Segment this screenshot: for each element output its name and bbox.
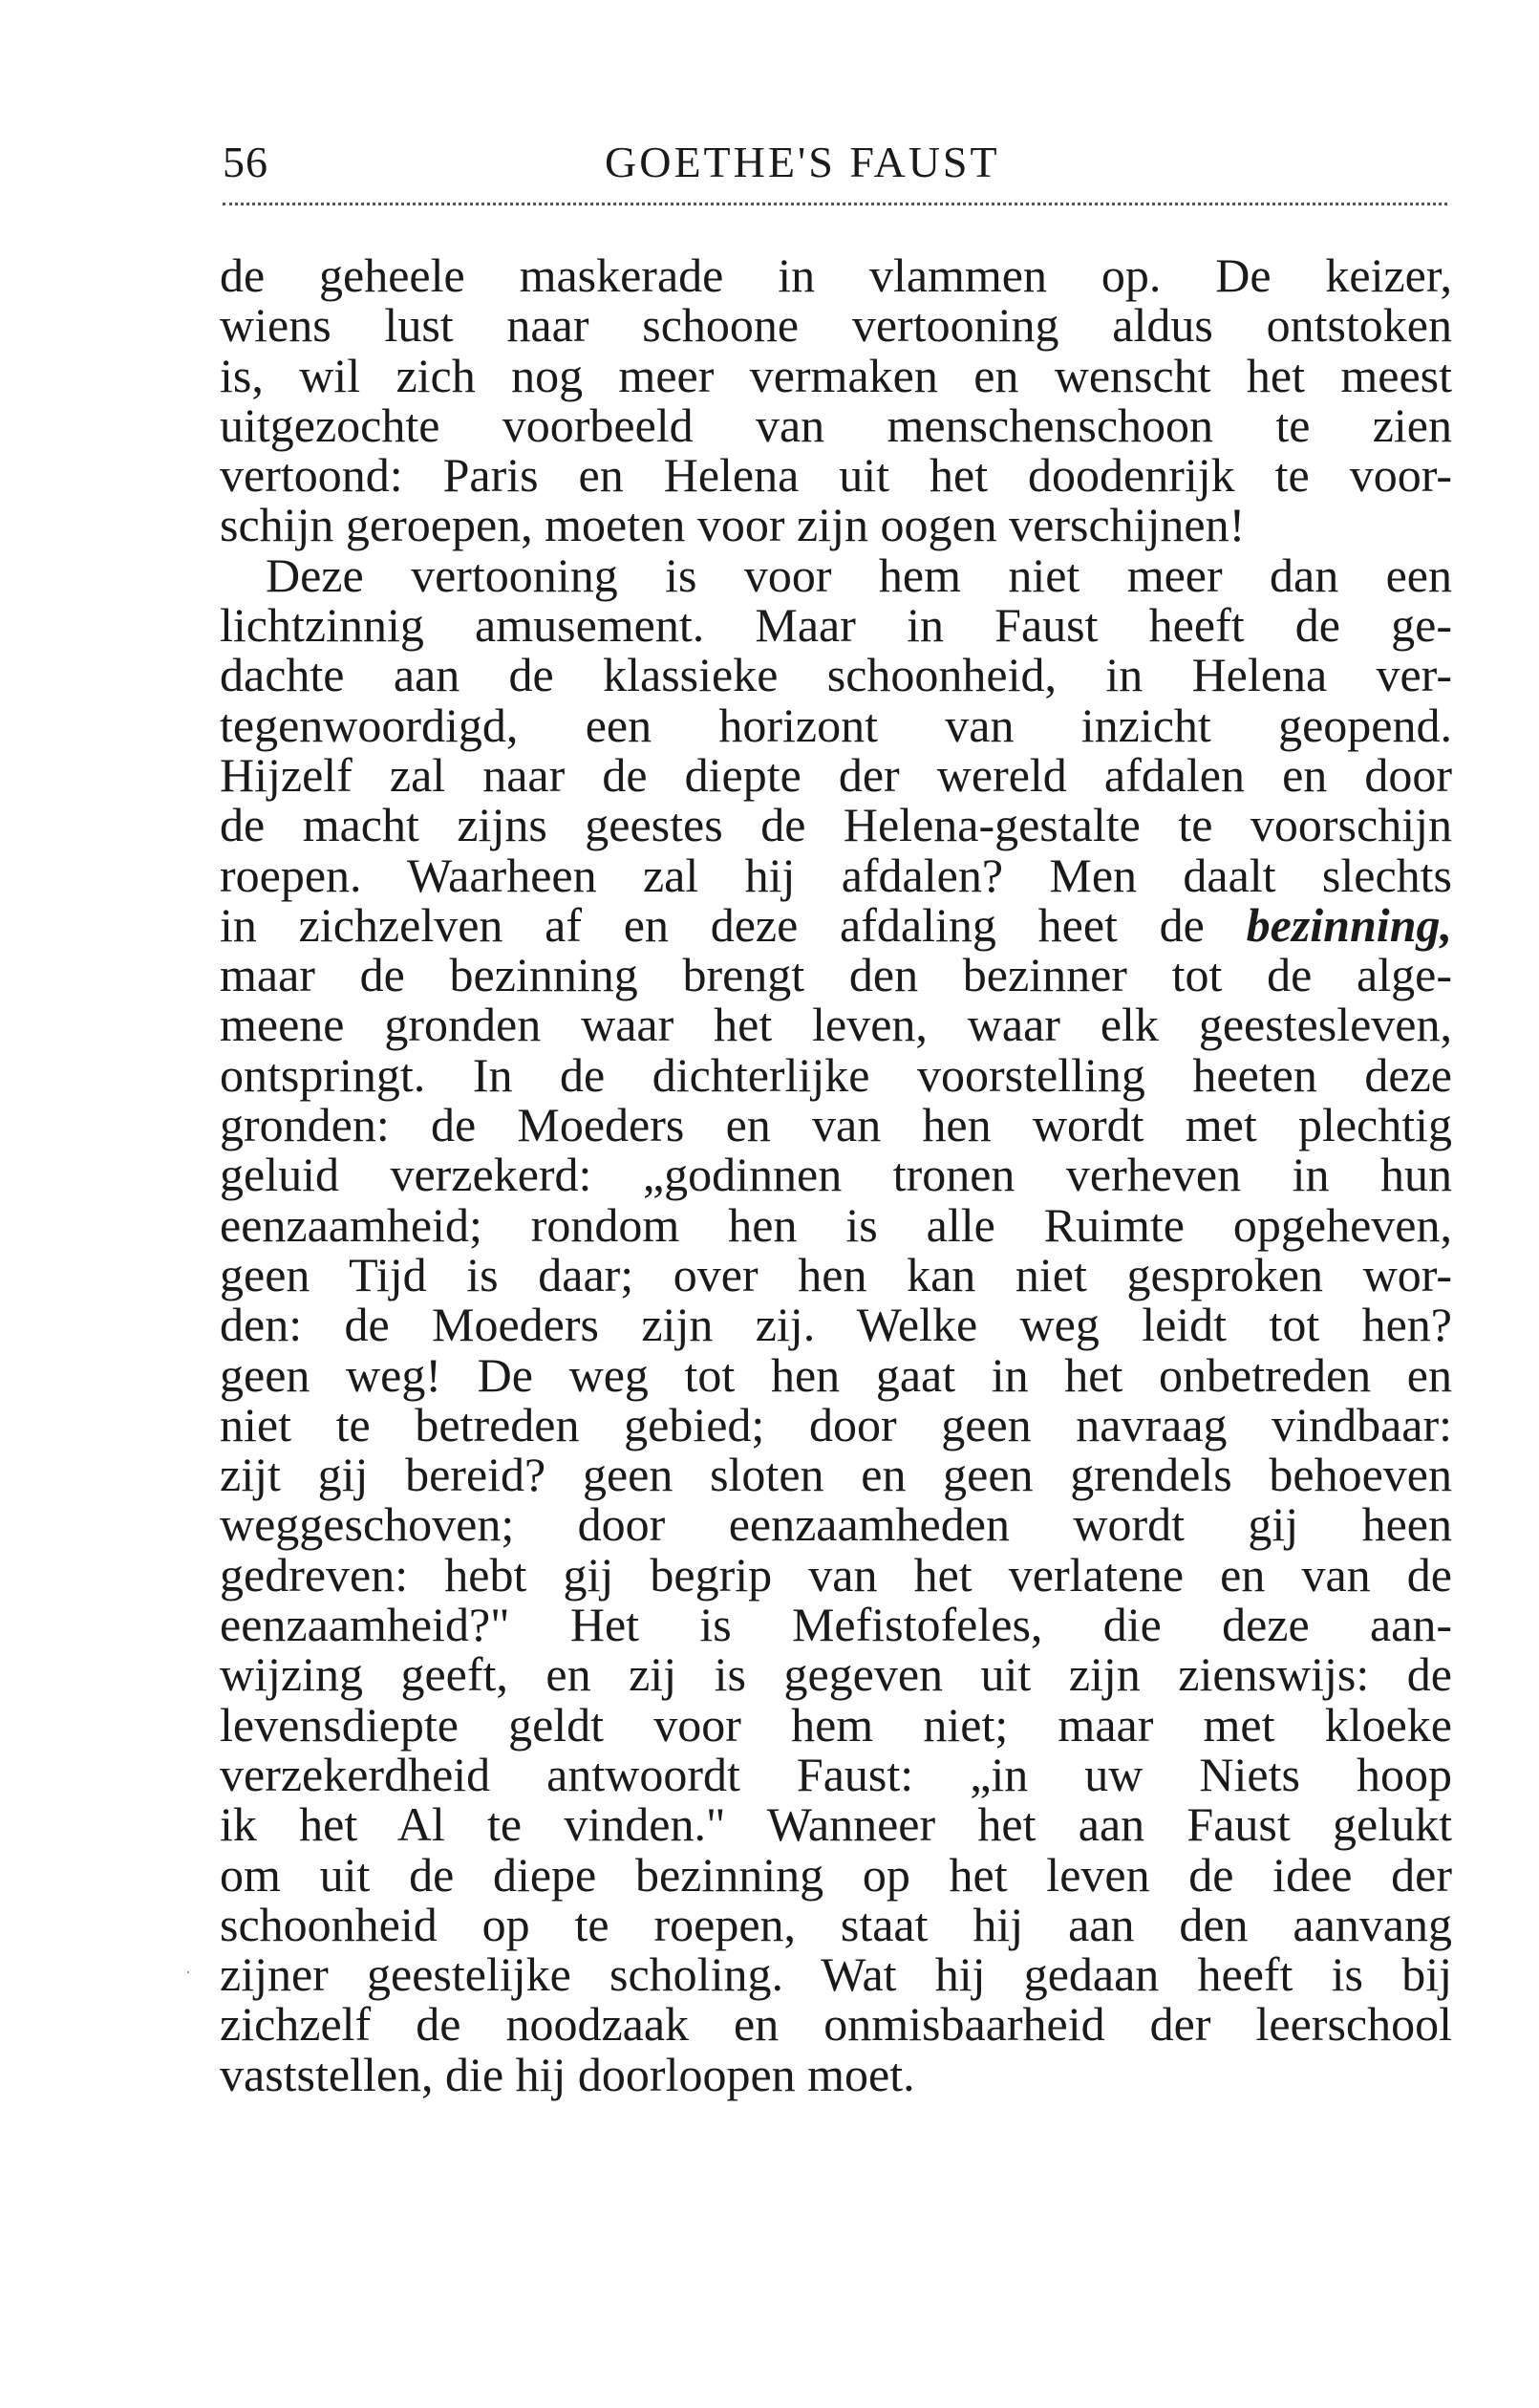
text-line: zijner geestelijke scholing. Wat hij gedaan heeft is bij <box>220 1947 1452 2002</box>
text-line: vertoond: Paris en Helena uit het doodenrijk te voor- <box>220 448 1452 503</box>
text-line: uitgezochte voorbeeld van menschenschoon te zien <box>220 398 1452 452</box>
text-line: is, wil zich nog meer vermaken en wenscht het meest <box>220 348 1452 402</box>
text-line: de macht zijns geestes de Helena-gestalte te voorschijn <box>220 798 1452 852</box>
text-line: gronden: de Moeders en van hen wordt met plechtig <box>220 1098 1452 1152</box>
text-fragment: in zichzelven af en deze afdaling heet de <box>220 897 1247 952</box>
header-divider <box>223 203 1447 205</box>
text-line: verzekerdheid antwoordt Faust: „in uw Niets hoop <box>220 1747 1452 1801</box>
text-line: maar de bezinning brengt den bezinner tot de alge- <box>220 948 1452 1002</box>
text-line: om uit de diepe bezinning op het leven de idee der <box>220 1847 1452 1902</box>
text-line: wiens lust naar schoone vertooning aldus ontstoken <box>220 298 1452 353</box>
book-title: GOETHE'S FAUST <box>605 138 1000 186</box>
body-text <box>220 250 1452 2099</box>
text-line: weggeschoven; door eenzaamheden wordt gij heen <box>220 1497 1452 1552</box>
running-head <box>223 134 1445 191</box>
text-line: vaststellen, die hij doorloopen moet. <box>220 2047 915 2101</box>
text-line: levensdiepte geldt voor hem niet; maar met kloeke <box>220 1697 1452 1752</box>
text-line: schoonheid op te roepen, staat hij aan den aanvang <box>220 1897 1452 1951</box>
text-line: zichzelf de noodzaak en onmisbaarheid der leerschool <box>220 1997 1452 2052</box>
text-line: geen Tijd is daar; over hen kan niet gesproken wor- <box>220 1247 1452 1301</box>
text-line: eenzaamheid?" Het is Mefistofeles, die deze aan- <box>220 1598 1452 1652</box>
page-number: 56 <box>223 138 268 186</box>
text-line: den: de Moeders zijn zij. Welke weg leidt tot hen? <box>220 1298 1452 1352</box>
text-line: niet te betreden gebied; door geen navraag vindbaar: <box>220 1397 1452 1451</box>
text-line: dachte aan de klassieke schoonheid, in Helena ver- <box>220 648 1452 702</box>
text-line: roepen. Waarheen zal hij afdalen? Men daalt slechts <box>220 848 1452 902</box>
text-line: lichtzinnig amusement. Maar in Faust heeft de ge- <box>220 598 1452 653</box>
text-line-with-emphasis <box>220 897 1452 952</box>
text-line: tegenwoordigd, een horizont van inzicht geopend. <box>220 698 1452 752</box>
text-line: wijzing geeft, en zij is gegeven uit zijn zienswijs: de <box>220 1647 1452 1702</box>
emphasized-word: bezinning, <box>1246 897 1452 952</box>
paragraph-start-line: Deze vertooning is voor hem niet meer dan een <box>266 548 1452 602</box>
text-line: schijn geroepen, moeten voor zijn oogen verschijnen! <box>220 498 1246 552</box>
margin-speck <box>187 1971 189 1973</box>
text-line: ik het Al te vinden." Wanneer het aan Faust gelukt <box>220 1797 1452 1852</box>
text-line: de geheele maskerade in vlammen op. De keizer, <box>220 248 1452 302</box>
text-line: meene gronden waar het leven, waar elk geestesleven, <box>220 998 1452 1052</box>
text-line: ontspringt. In de dichterlijke voorstelling heeten deze <box>220 1047 1452 1102</box>
text-line: geen weg! De weg tot hen gaat in het onbetreden en <box>220 1347 1452 1402</box>
text-line: geluid verzekerd: „godinnen tronen verheven in hun <box>220 1148 1452 1202</box>
text-line: Hijzelf zal naar de diepte der wereld afdalen en door <box>220 747 1452 802</box>
text-line: gedreven: hebt gij begrip van het verlatene en van de <box>220 1547 1452 1602</box>
text-line: eenzaamheid; rondom hen is alle Ruimte opgeheven, <box>220 1197 1452 1252</box>
text-line: zijt gij bereid? geen sloten en geen grendels behoeven <box>220 1448 1452 1502</box>
